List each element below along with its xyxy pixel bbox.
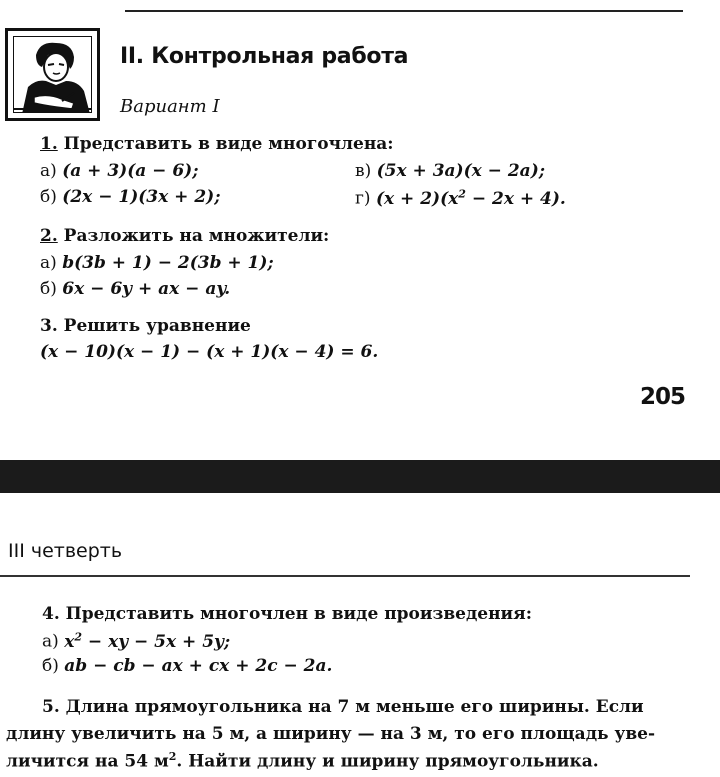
task-2-item-a	[40, 253, 274, 273]
task-5-text: Длина прямоугольника на 7 м меньше его ширины. Если	[65, 697, 644, 717]
item-label: а)	[40, 161, 57, 181]
task-4-item-a	[42, 630, 230, 652]
task-3-equation: (x − 10)(x − 1) − (x + 1)(x − 4) = 6.	[40, 342, 379, 362]
page-title: II. Контрольная работа	[120, 44, 409, 69]
task-1-number: 1.	[40, 134, 58, 154]
item-expression: 6x − 6y + ax − ay.	[62, 279, 231, 299]
task-3-text: Решить уравнение	[63, 316, 251, 336]
item-label: а)	[42, 631, 59, 652]
task-2-heading	[40, 226, 329, 246]
item-label: б)	[40, 187, 57, 207]
task-2-number: 2.	[40, 226, 58, 246]
item-expression: ab − cb − ax + cx + 2c − 2a.	[64, 656, 333, 676]
task-4-number: 4.	[42, 604, 60, 624]
task-4-text: Представить многочлен в виде произведения:	[65, 604, 532, 624]
item-label: г)	[355, 188, 371, 209]
page-separator-band	[0, 460, 720, 493]
quarter-rule	[0, 575, 690, 577]
task-4-item-b	[42, 656, 332, 676]
item-expression: (5x + 3a)(x − 2a);	[376, 161, 546, 181]
task-2-item-b	[40, 279, 230, 299]
item-expression: (2x − 1)(3x + 2);	[62, 187, 221, 207]
item-expression: b(3b + 1) − 2(3b + 1);	[62, 253, 274, 273]
top-rule	[125, 10, 683, 12]
item-label: а)	[40, 253, 57, 273]
item-expression: $(x + 2)(x^2 - 2x + 4)$.	[375, 187, 566, 209]
task-1-item-a	[40, 161, 199, 181]
student-icon	[14, 37, 92, 113]
item-label: б)	[42, 656, 59, 676]
task-4-heading	[42, 604, 532, 624]
task-1-item-v	[355, 161, 545, 181]
task-1-item-b	[40, 187, 220, 207]
task-5-line-1	[42, 697, 644, 717]
item-expression: $x^2$ − xy − 5x + 5y;	[64, 630, 231, 652]
task-1-heading	[40, 134, 394, 154]
page-number: 205	[640, 384, 686, 410]
quarter-heading: III четверть	[8, 540, 123, 562]
task-5-line-3: личится на 54 $м^2$. Найти длину и ширину прямоугольника.	[6, 750, 599, 772]
item-label: в)	[355, 161, 372, 181]
item-expression: (a + 3)(a − 6);	[62, 161, 199, 181]
variant-label: Вариант I	[120, 96, 220, 117]
task-3-heading	[40, 316, 251, 336]
task-2-text: Разложить на множители:	[63, 226, 330, 246]
task-5-line-2: длину увеличить на 5 м, а ширину — на 3 м, то его площадь уве-	[6, 724, 656, 744]
task-1-item-g	[355, 187, 566, 209]
task-3-number: 3.	[40, 316, 58, 336]
task-1-text: Представить в виде многочлена:	[63, 134, 394, 154]
item-label: б)	[40, 279, 57, 299]
student-writing-illustration	[5, 28, 100, 121]
task-5-number: 5.	[42, 697, 60, 717]
